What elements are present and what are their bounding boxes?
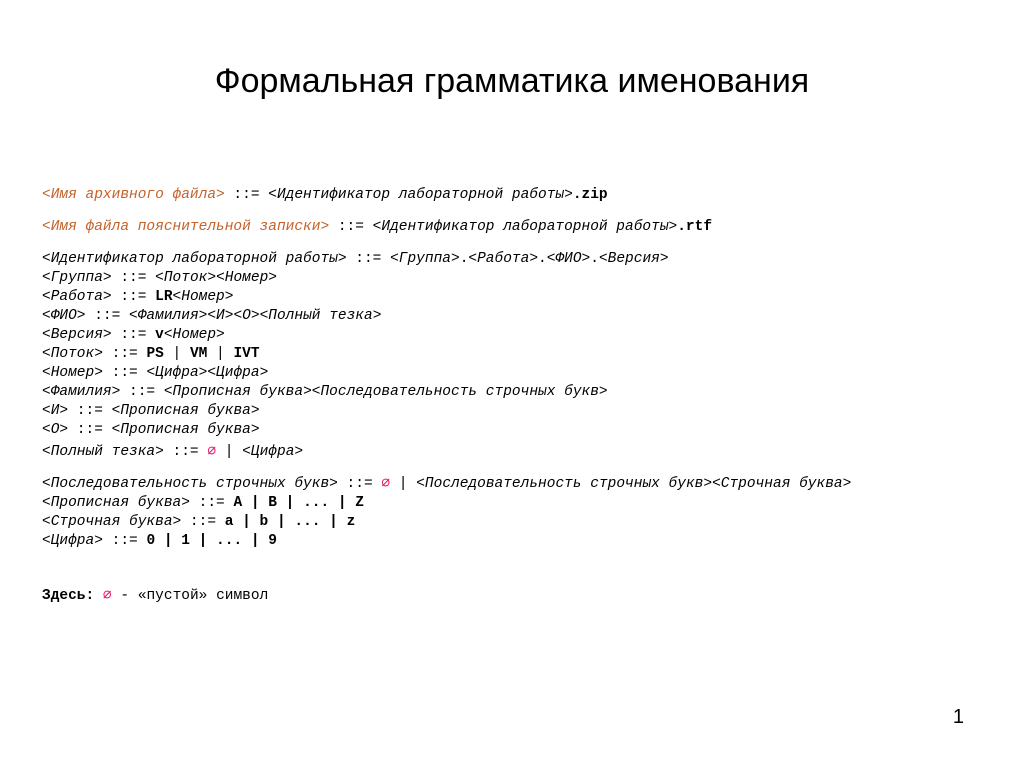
rule-literal: . bbox=[538, 251, 547, 267]
slide-title: Формальная грамматика именования bbox=[214, 62, 810, 100]
rule-stream bbox=[42, 345, 1002, 364]
rule-separator: | bbox=[163, 346, 190, 362]
rule-nonterminal: <Полный тезка> bbox=[259, 308, 382, 324]
rule-ident bbox=[42, 250, 1002, 269]
rule-initial-o bbox=[42, 421, 1002, 440]
rule-nonterminal: <Номер> bbox=[163, 327, 225, 343]
rule-literal: 0 | 1 | ... | 9 bbox=[146, 533, 277, 549]
rule-nonterminal: <Прописная буква> bbox=[163, 384, 312, 400]
rule-literal: . bbox=[590, 251, 599, 267]
rule-literal: .rtf bbox=[677, 219, 713, 235]
rule-nonterminal: <Фамилия> bbox=[129, 308, 208, 324]
rule-version bbox=[42, 326, 1002, 345]
rule-lhs: <Версия> bbox=[42, 327, 112, 343]
rule-lower-seq bbox=[42, 475, 1002, 494]
rule-separator: | bbox=[207, 346, 234, 362]
rule-op: ::= bbox=[181, 514, 225, 530]
rule-nonterminal: <Цифра> bbox=[242, 444, 304, 460]
grammar-block bbox=[42, 186, 1002, 606]
note-text: - «пустой» символ bbox=[111, 588, 269, 604]
rule-lhs: <Работа> bbox=[42, 289, 112, 305]
rule-literal: .zip bbox=[572, 187, 608, 203]
empty-symbol-icon: ∅ bbox=[381, 476, 391, 492]
rule-lhs: <И> bbox=[42, 403, 69, 419]
rule-op: ::= bbox=[102, 346, 147, 362]
rule-literal: PS bbox=[146, 346, 164, 362]
empty-symbol-icon: ∅ bbox=[102, 588, 112, 604]
rule-nonterminal: <Идентификатор лабораторной работы> bbox=[268, 187, 573, 203]
rule-nonterminal: <И> bbox=[207, 308, 234, 324]
rule-op: ::= bbox=[329, 219, 373, 235]
rule-upper bbox=[42, 494, 1002, 513]
rule-nonterminal: <Поток> bbox=[155, 270, 217, 286]
rule-lower bbox=[42, 513, 1002, 532]
rule-nonterminal: <Номер> bbox=[172, 289, 234, 305]
rule-lhs: <Фамилия> bbox=[42, 384, 121, 400]
rule-lhs: <Имя архивного файла> bbox=[42, 187, 225, 203]
rule-lhs: <Прописная буква> bbox=[42, 495, 190, 511]
rule-work bbox=[42, 288, 1002, 307]
rule-lhs: <О> bbox=[42, 422, 69, 438]
rule-op: ::= bbox=[189, 495, 234, 511]
rule-op: ::= bbox=[85, 308, 130, 324]
rule-nonterminal: <Последовательность строчных букв> bbox=[311, 384, 608, 400]
rule-separator: | bbox=[216, 444, 243, 460]
rule-surname bbox=[42, 383, 1002, 402]
rule-lhs: <Поток> bbox=[42, 346, 103, 362]
rule-nonterminal: <Версия> bbox=[598, 251, 669, 267]
rule-nonterminal: <Прописная буква> bbox=[111, 403, 260, 419]
rule-nonterminal: <Цифра> bbox=[146, 365, 208, 381]
empty-symbol-icon: ∅ bbox=[207, 444, 217, 460]
rule-op: ::= bbox=[224, 187, 269, 203]
rule-nonterminal: <Идентификатор лабораторной работы> bbox=[372, 219, 678, 235]
rule-literal: VM bbox=[189, 346, 208, 362]
rule-nonterminal: <ФИО> bbox=[546, 251, 591, 267]
rule-lhs: <Номер> bbox=[42, 365, 103, 381]
rule-lhs: <Группа> bbox=[42, 270, 112, 286]
rule-lhs: <Цифра> bbox=[42, 533, 103, 549]
rule-literal: LR bbox=[155, 289, 173, 305]
rule-literal: v bbox=[155, 327, 164, 343]
rule-nonterminal: <Последовательность строчных букв> bbox=[416, 476, 713, 492]
rule-nonterminal: <Группа> bbox=[390, 251, 460, 267]
rule-lhs: <Последовательность строчных букв> bbox=[42, 476, 338, 492]
note-label: Здесь: bbox=[42, 588, 95, 604]
rule-op: ::= bbox=[68, 403, 112, 419]
rule-literal: . bbox=[459, 251, 469, 267]
page-number: 1 bbox=[952, 706, 964, 728]
empty-symbol-note bbox=[42, 587, 1002, 606]
rule-digit bbox=[42, 532, 1002, 551]
rule-nonterminal: <Работа> bbox=[468, 251, 539, 267]
rule-nonterminal: <Строчная буква> bbox=[712, 476, 852, 492]
rule-lhs: <Имя файла пояснительной записки> bbox=[42, 219, 330, 235]
rule-archive bbox=[42, 186, 1002, 205]
rule-lhs: <Идентификатор лабораторной работы> bbox=[42, 251, 347, 267]
rule-fio bbox=[42, 307, 1002, 326]
rule-op: ::= bbox=[120, 384, 164, 400]
rule-literal: a | b | ... | z bbox=[224, 514, 356, 530]
rule-nonterminal: <Номер> bbox=[216, 270, 277, 286]
rule-op: ::= bbox=[346, 251, 391, 267]
rule-separator: | bbox=[390, 476, 417, 492]
rule-group bbox=[42, 269, 1002, 288]
rule-op: ::= bbox=[163, 444, 208, 460]
rule-namesake bbox=[42, 443, 1002, 462]
rule-number bbox=[42, 364, 1002, 383]
rule-initial-i bbox=[42, 402, 1002, 421]
rule-op: ::= bbox=[102, 365, 147, 381]
rule-lhs: <Строчная буква> bbox=[42, 514, 182, 530]
rule-nonterminal: <О> bbox=[233, 308, 260, 324]
rule-nonterminal: <Прописная буква> bbox=[111, 422, 260, 438]
rule-lhs: <Полный тезка> bbox=[42, 444, 164, 460]
rule-op: ::= bbox=[111, 327, 156, 343]
rule-literal: IVT bbox=[233, 346, 260, 362]
rule-literal: A | B | ... | Z bbox=[233, 495, 364, 511]
rule-op: ::= bbox=[111, 270, 156, 286]
rule-note-file bbox=[42, 218, 1002, 237]
rule-op: ::= bbox=[68, 422, 112, 438]
rule-op: ::= bbox=[102, 533, 147, 549]
rule-op: ::= bbox=[111, 289, 156, 305]
rule-lhs: <ФИО> bbox=[42, 308, 86, 324]
rule-op: ::= bbox=[337, 476, 382, 492]
rule-nonterminal: <Цифра> bbox=[207, 365, 269, 381]
